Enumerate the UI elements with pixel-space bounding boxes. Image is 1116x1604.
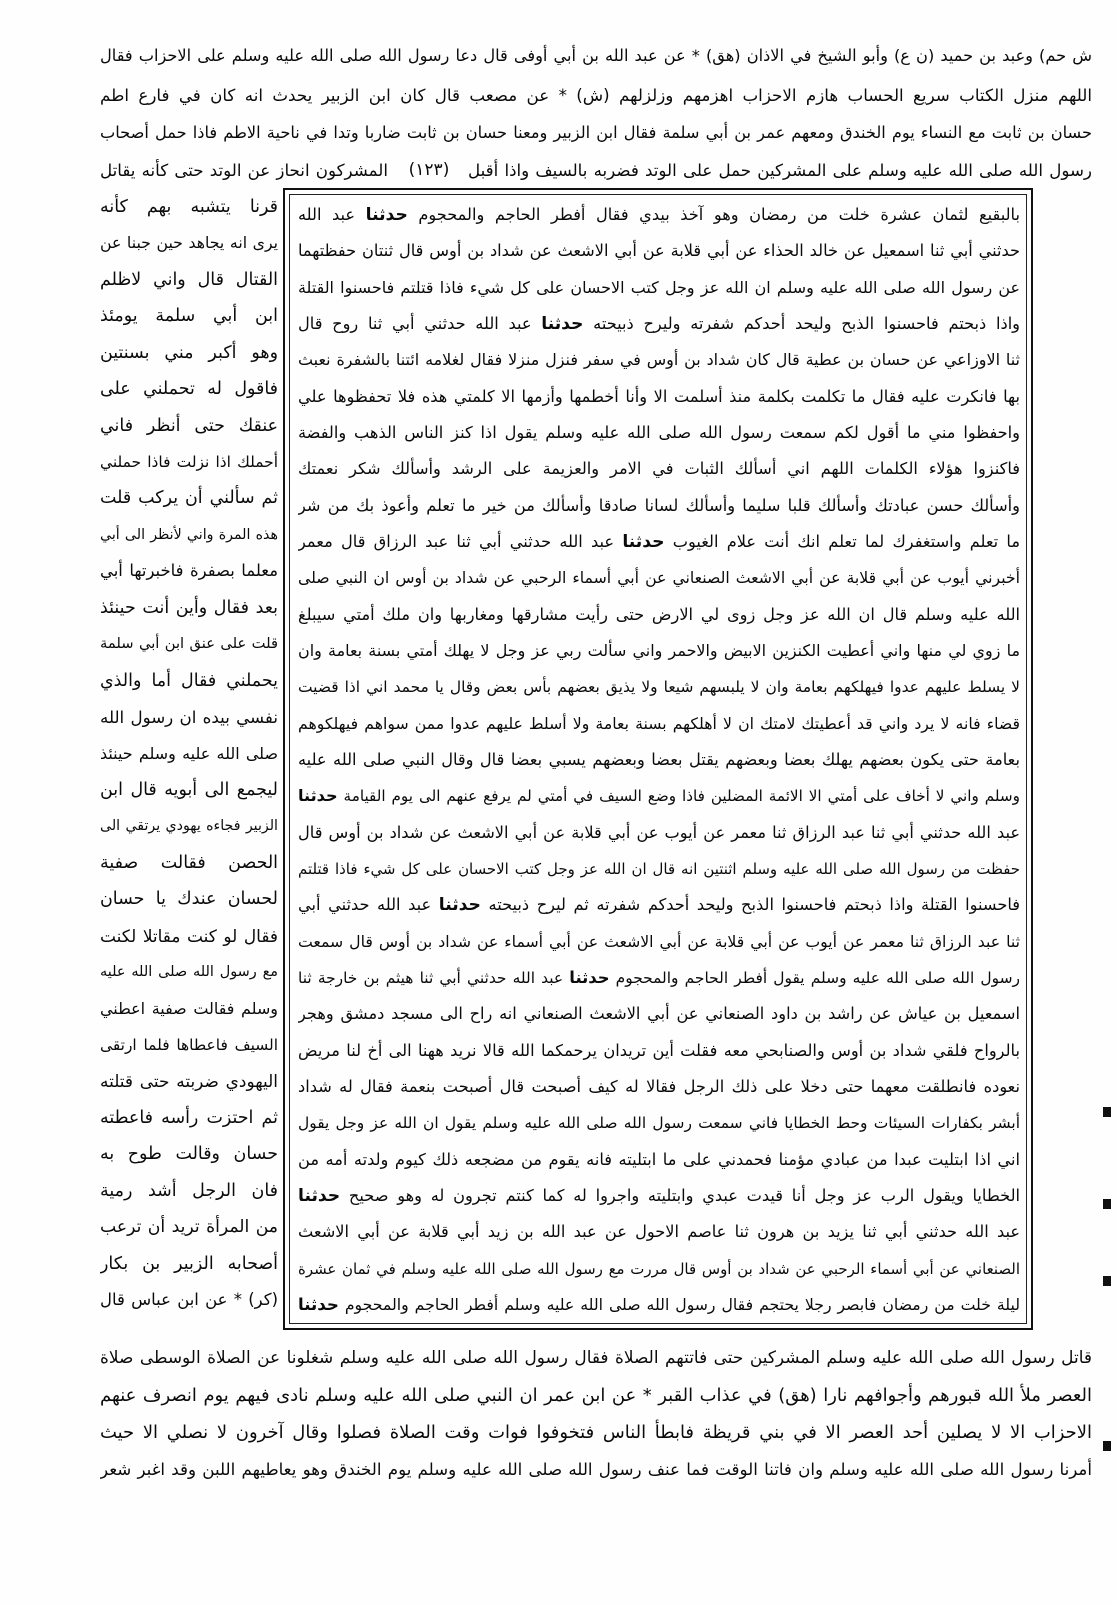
main-text-line: الصنعاني عن أبي أسماء الرحبي عن شداد بن أوس قال مررت مع رسول الله صلى الله عليه وسلم في ثمان عشرة (298, 1259, 1020, 1278)
main-text-line: لا يسلط عليهم عدوا فيهلكهم بعامة وان لا يلبسهم شيعا ولا يذيق بعضهم بأس بعض وقال يا محمد اني اذا قضيت (298, 678, 1020, 697)
top-margin-line: اللهم منزل الكتاب سريع الحساب هازم الاحزاب اهزمهم وزلزلهم (ش) * عن مصعب قال كان ابن الزبير يحدث انه كان في فارع اطم (100, 85, 1092, 105)
side-column-line: أصحابه الزبير بن بكار (100, 1253, 278, 1274)
side-column-line: ابن أبي سلمة يومئذ (100, 306, 278, 327)
scan-edge-mark (1103, 1199, 1111, 1209)
side-column-line: قلت على عنق ابن أبي سلمة (100, 635, 278, 653)
scan-edge-mark (1103, 1276, 1111, 1286)
side-column-line: حسان وقالت طوح به (100, 1144, 278, 1165)
main-text-line: فاحسنوا القتلة واذا ذبحتم فاحسنوا الذبح وليحد أحدكم شفرته ثم ليرح ذبيحته حدثنا عبد الله حدثني أبي (298, 895, 1020, 916)
main-text-line: عن رسول الله صلى الله عليه وسلم ان الله عز وجل كتب الاحسان على كل شيء فاذا قتلتم فاحسنوا القتلة (298, 277, 1020, 297)
side-column-line: وهو أكبر مني بسنتين (100, 342, 278, 363)
scan-edge-mark (1103, 1441, 1111, 1451)
bottom-margin-line: العصر ملأ الله قبورهم وأجوافهم نارا (هق) في عذاب القبر * عن ابن عمر ان النبي صلى الله عليه وسلم نادى فيهم يوم انصرف عنهم (100, 1385, 1092, 1406)
side-column-line: الحصن فقالت صفية (100, 852, 278, 873)
main-text-line: قضاء فانه لا يرد واني قد أعطيتك لامتك ان لا أهلكهم بسنة بعامة ولا أسلط عليهم عدوا ممن سواهم فيهلكوهم (298, 713, 1020, 733)
side-column-line: ليجمع الى أبويه قال ابن (100, 779, 278, 800)
side-column-line: وسلم فقالت صفية اعطني (100, 998, 278, 1018)
page-number: (١٢٣) (408, 160, 450, 180)
main-text-line: بعامة حتى يكون بعضهم يهلك بعضا وبعضهم يقتل بعضا وبعضهم يسبي بعضا قال وقال النبي صلى الله عليه (298, 750, 1020, 769)
side-column-line: (كر) * عن ابن عباس قال (100, 1289, 278, 1309)
side-column-line: لحسان عندك يا حسان (100, 889, 278, 910)
main-text-line: أبشر بكفارات السيئات وحط الخطايا فاني سمعت رسول الله صلى الله عليه وسلم يقول ان الله عز وجل يقول (298, 1114, 1020, 1133)
main-text-line: واذا ذبحتم فاحسنوا الذبح وليحد أحدكم شفرته وليرح ذبيحته حدثنا عبد الله حدثني أبي ثنا روح قال (298, 314, 1020, 334)
main-text-line: ما تعلم واستغفرك لما تعلم انك أنت علام الغيوب حدثنا عبد الله حدثني أبي ثنا عبد الرزاق قال معمر (298, 532, 1020, 552)
main-text-line: اني اذا ابتليت عبدا من عبادي مؤمنا فحمدني على ما ابتليته فانه يقوم من مضجعه ذلك كيوم ولدته أمه من (298, 1149, 1020, 1169)
side-column-line: مع رسول الله صلى الله عليه (100, 964, 278, 980)
side-column-line: عنقك حتى أنظر فاني (100, 415, 278, 436)
top-margin-line: رسول الله صلى الله عليه وسلم على المشركين حمل على الوتد فضربه بالسيف واذا أقبل (468, 160, 1092, 180)
side-column-line: فقال لو كنت مقاتلا لكنت (100, 925, 278, 946)
side-column-line: فاقول له تحملني على (100, 379, 278, 400)
main-text-line: فاكنزوا هؤلاء الكلمات اللهم اني أسألك الثبات في الامر والعزيمة على الرشد وأسألك شكر نعمتك (298, 459, 1020, 479)
main-text-line: حدثني أبي ثنا اسمعيل عن خالد الحذاء عن أبي قلابة عن أبي الاشعث عن شداد بن أوس قال ثنتان حفظتهما (298, 241, 1020, 261)
main-text-line: الله عليه وسلم قال ان الله عز وجل زوى لي الارض حتى رأيت مشارقها ومغاربها وان ملك أمتي سيبلغ (298, 604, 1020, 624)
scan-edge-mark (1103, 1107, 1111, 1117)
main-text-line: بالبقيع لثمان عشرة خلت من رمضان وهو آخذ بيدي فقال أفطر الحاجم والمحجوم حدثنا عبد الله (298, 205, 1020, 225)
main-text-line: الخطايا ويقول الرب عز وجل أنا قيدت عبدي وابتليته واجروا له كما كنتم تجرون له وهو صحيح حدثنا (298, 1185, 1020, 1206)
main-text-line: نعوده فانطلقت معهما حتى دخلا على ذلك الرجل فقالا له كيف أصبحت قال أصبحت بنعمة فقال له شداد (298, 1076, 1020, 1096)
main-text-line: بالرواح فلقي شداد بن أوس والصنابحي معه فقلت أين تريدان يرحمكما الله قالا نريد ههنا الى أخ لنا مريض (298, 1040, 1020, 1060)
main-text-line: وأسألك حسن عبادتك وأسألك قلبا سليما وأسألك لسانا صادقا وأسألك من خير ما تعلم وأعوذ بك من شر (298, 495, 1020, 515)
side-column-line: السيف فاعطاها فلما ارتقى (100, 1035, 278, 1054)
top-margin-line: حسان بن ثابت مع النساء يوم الخندق ومعهم عمر بن أبي سلمة فقال ابن الزبير ومعنا حسان بن ثابت ضاربا وتدا في ناحية الاطم فاذا حمل أصحاب (100, 123, 1092, 142)
side-column-line: ثم سألني أن يركب قلت (100, 488, 278, 509)
main-text-line: وسلم واني لا أخاف على أمتي الا الائمة المضلين فاذا وضع السيف في أمتي لم يرفع عنهم الى يوم القيامة حدثنا (298, 786, 1020, 806)
main-text-line: أخبرني أيوب عن أبي قلابة عن أبي الاشعث الصنعاني عن أبي أسماء الرحبي عن شداد بن أوس ان النبي صلى (298, 568, 1020, 588)
side-column-line: صلى الله عليه وسلم حينئذ (100, 743, 278, 763)
main-text-line: عبد الله حدثني أبي ثنا عبد الرزاق ثنا معمر عن أيوب عن أبي قلابة عن أبي الاشعث عن شداد بن أوس قال (298, 822, 1020, 842)
side-column-line: من المرأة تريد أن ترعب (100, 1217, 278, 1237)
main-text-line: اسمعيل بن عياش عن راشد بن داود الصنعاني عن أبي الاشعث الصنعاني انه راح الى مسجد دمشق وهجر (298, 1004, 1020, 1024)
bottom-margin-line: أمرنا رسول الله صلى الله عليه وسلم وان فاتنا الوقت فما عنف رسول الله صلى الله عليه وسلم يوم الخندق وهو يعاطيهم اللبن وقد اغبر شعر (100, 1459, 1092, 1479)
side-column-line: القتال قال واني لاظلم (100, 269, 278, 290)
side-column-line: الزبير فجاءه يهودي يرتقي الى (100, 818, 278, 835)
main-text-line: رسول الله صلى الله عليه وسلم يقول أفطر الحاجم والمحجوم حدثنا عبد الله حدثني أبي ثنا هيثم بن خارجة ثنا (298, 967, 1020, 987)
main-text-line: ثنا الاوزاعي عن حسان بن عطية قال كان شداد بن أوس في سفر فنزل منزلا فقال لغلامه ائتنا بالشفرة نعبث (298, 350, 1020, 370)
side-column-line: أحملك اذا نزلت فاذا حملني (100, 453, 278, 471)
side-column-line: نفسي بيده ان رسول الله (100, 707, 278, 727)
side-column-line: يحملني فقال أما والذي (100, 670, 278, 691)
main-text-line: حفظت من رسول الله صلى الله عليه وسلم اثنتين انه قال ان الله عز وجل كتب الاحسان على كل شيء فاذا قتلتم (298, 859, 1020, 878)
bottom-margin-line: قاتل رسول الله صلى الله عليه وسلم المشركين حتى فاتتهم الصلاة فقال رسول الله صلى الله عليه وسلم شغلونا عن الصلاة الوسطى صلاة (100, 1347, 1092, 1367)
side-column-line: معلما بصفرة فاخبرتها أبي (100, 561, 278, 581)
bottom-margin-line: الاحزاب الا لا يصلين أحد العصر الا في بني قريظة فابطأ الناس فتخوفوا فوات وقت الصلاة فصلوا وقال آخرون لا نصلي الا حيث (100, 1422, 1092, 1443)
side-column-line: فان الرجل أشد رمية (100, 1180, 278, 1201)
side-column-line: قرنا يتشبه بهم كأنه (100, 197, 278, 217)
main-text-line: واحفظوا مني ما أقول لكم سمعت رسول الله صلى الله عليه وسلم يقول اذا كنز الناس الذهب والفضة (298, 423, 1020, 442)
top-margin-line: المشركون انحاز عن الوتد حتى كأنه يقاتل (100, 160, 388, 180)
main-text-line: ثنا عبد الرزاق ثنا معمر عن أيوب عن أبي قلابة عن أبي الاشعث عن أبي أسماء عن شداد بن أوس قال سمعت (298, 931, 1020, 951)
side-column-line: ثم احتزت رأسه فاعطته (100, 1107, 278, 1128)
main-text-line: ما زوي لي منها واني أعطيت الكنزين الابيض والاحمر واني سألت ربي عز وجل لا يهلك أمتي بسنة بعامة وان (298, 641, 1020, 660)
main-text-line: ليلة خلت من رمضان فابصر رجلا يحتجم فقال رسول الله صلى الله عليه وسلم أفطر الحاجم والمحجوم حدثنا (298, 1294, 1020, 1314)
main-text-line: عبد الله حدثني أبي ثنا يزيد بن هرون ثنا عاصم الاحول عن عبد الله بن زيد أبي قلابة عن أبي الاشعث (298, 1222, 1020, 1242)
side-column-line: بعد فقال وأين أنت حينئذ (100, 597, 278, 618)
side-column-line: هذه المرة واني لأنظر الى أبي (100, 526, 278, 543)
side-column-line: يرى انه يجاهد حين جبنا عن (100, 233, 278, 253)
main-text-line: بها فانكرت عليه فقال ما تكلمت بكلمة منذ أسلمت الا وأنا أخطمها وأزمها الا كلمتي هذه فلا تحفظوها علي (298, 386, 1020, 406)
side-column-line: اليهودي ضربته حتى قتلته (100, 1071, 278, 1092)
top-margin-line: ش حم) وعبد بن حميد (ن ع) وأبو الشيخ في الاذان (هق) * عن عبد الله بن أبي أوفى قال دعا رسول الله صلى الله عليه وسلم على الاحزاب فقال (100, 46, 1092, 65)
